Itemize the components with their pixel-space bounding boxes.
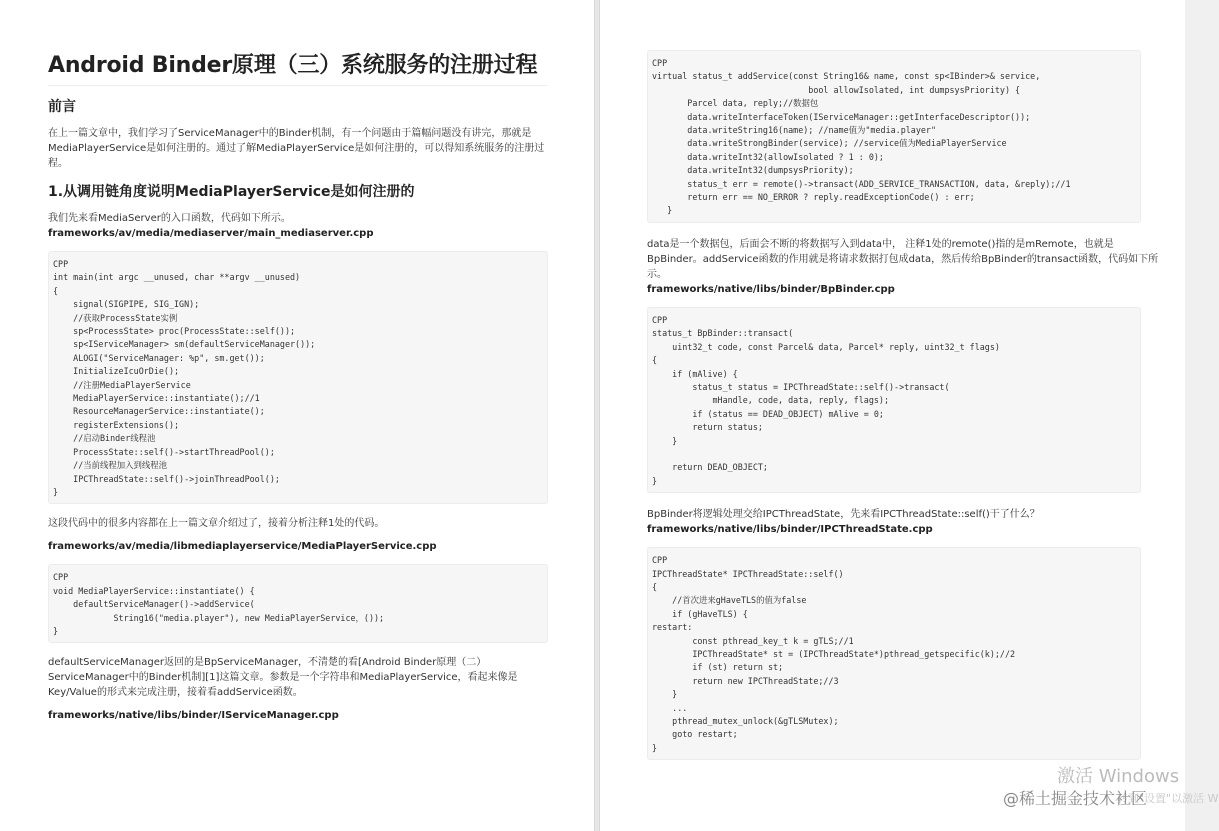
code-block-instantiate[interactable]	[48, 564, 548, 643]
paragraph-comment-analysis: 这段代码中的很多内容都在上一篇文章介绍过了，接着分析注释1处的代码。	[48, 518, 385, 530]
intro-heading: 前言	[48, 99, 76, 115]
file-path-main-mediaserver: frameworks/av/media/mediaserver/main_mediaserver.cpp	[48, 228, 374, 239]
document-page-right	[600, 0, 1219, 831]
code-block-self[interactable]	[647, 547, 1141, 760]
code-content: int main(int argc __unused, char **argv __unused) { signal(SIGPIPE, SIG_IGN); //获取ProcessState实例 sp<ProcessState> proc(ProcessState::self()); sp<IServiceManager> sm(defaultServiceManager()); ALOGI("ServiceManager: %p", sm.get()); InitializeIcuOrDie(); //注册MediaPlayerService MediaPlayerService::instantiate();//1 ResourceManagerService::instantiate(); registerExtensions(); //启动Binder线程池 ProcessState::self()->startThreadPool(); //当前线程加入到线程池 IPCThreadState::self()->joinThreadPool(); }	[53, 272, 316, 497]
code-lang-label: CPP	[652, 555, 668, 566]
document-page-left	[0, 0, 594, 831]
code-lang-label: CPP	[652, 314, 668, 325]
site-watermark: @稀土掘金技术社区	[1003, 789, 1148, 808]
code-block-main[interactable]	[48, 251, 548, 504]
code-block-transact[interactable]	[647, 307, 1141, 493]
section1-heading: 1.从调用链角度说明MediaPlayerService是如何注册的	[48, 184, 415, 200]
code-content: status_t BpBinder::transact( uint32_t code, const Parcel& data, Parcel* reply, uint32_t flags) { if (mAlive) { status_t status = IPCThreadState::self()->transact( mHandle, code, data, reply, flags); if (status == DEAD_OBJECT) mAlive = 0; return status; } return DEAD_OBJECT; }	[652, 328, 1000, 486]
code-content: virtual status_t addService(const String16& name, const sp<IBinder>& service, bool allowIsolated, int dumpsysPriority) { Parcel data, reply;//数据包 data.writeInterfaceToken(IServiceManager::getInterfaceDescriptor()); data.writeString16(name); //name值为"media.player" data.writeStrongBinder(service); //service值为MediaPlayerService data.writeInt32(allowIsolated ? 1 : 0); data.writeInt32(dumpsysPriority); status_t err = remote()->transact(ADD_SERVICE_TRANSACTION, data, &reply);//1 return err == NO_ERROR ? reply.readExceptionCode() : err; }	[652, 71, 1071, 216]
code-lang-label: CPP	[53, 572, 69, 583]
file-path-iservicemanager: frameworks/native/libs/binder/IServiceManager.cpp	[48, 710, 339, 722]
intro-paragraph: 在上一篇文章中，我们学习了ServiceManager中的Binder机制，有一个问题由于篇幅问题没有讲完，那就是MediaPlayerService是如何注册的。通过了解MediaPlayerService是如何注册的，可以得知系统服务的注册过程。	[48, 128, 545, 169]
page-title: Android Binder原理（三）系统服务的注册过程	[48, 48, 548, 86]
windows-activation-subtext: 转到"设置"以激活 W	[1117, 792, 1219, 805]
paragraph-data-packet: data是一个数据包，后面会不断的将数据写入到data中， 注释1处的remote()指的是mRemote，也就是BpBinder。addService函数的作用就是将请求数据打包成data，然后传给BpBinder的transact函数，代码如下所示。	[647, 238, 1159, 280]
section1-paragraph: 我们先来看MediaServer的入口函数，代码如下所示。	[48, 213, 291, 224]
file-path-bpbinder: frameworks/native/libs/binder/BpBinder.cpp	[647, 283, 895, 295]
code-content: IPCThreadState* IPCThreadState::self() { //首次进来gHaveTLS的值为false if (gHaveTLS) { restart: const pthread_key_t k = gTLS;//1 IPCThreadState* st = (IPCThreadState*)pthread_getspecific(k);//2 if (st) return st; return new IPCThreadState;//3 } ... pthread_mutex_unlock(&gTLSMutex); goto restart; }	[652, 568, 1016, 753]
code-lang-label: CPP	[53, 259, 69, 269]
windows-activation-watermark: 激活 Windows	[1057, 766, 1180, 787]
code-content: void MediaPlayerService::instantiate() { defaultServiceManager()->addService( String16("media.player"), new MediaPlayerService，()); }	[53, 585, 385, 636]
paragraph-ipcthreadstate: BpBinder将逻辑处理交给IPCThreadState，先来看IPCThreadState::self()干了什么？	[647, 509, 1040, 521]
paragraph-defaultservicemanager: defaultServiceManager返回的是BpServiceManager，不清楚的看[Android Binder原理（二）ServiceManager中的Binder机制][1]这篇文章。参数是一个字符串和MediaPlayerService，看起来像是Key/Value的形式来完成注册，接着看addService函数。	[48, 657, 518, 699]
file-path-mediaplayerservice: frameworks/av/media/libmediaplayerservice/MediaPlayerService.cpp	[48, 541, 437, 553]
file-path-ipcthreadstate: frameworks/native/libs/binder/IPCThreadState.cpp	[647, 524, 933, 536]
code-block-addservice[interactable]	[647, 50, 1141, 223]
code-lang-label: CPP	[652, 58, 668, 68]
